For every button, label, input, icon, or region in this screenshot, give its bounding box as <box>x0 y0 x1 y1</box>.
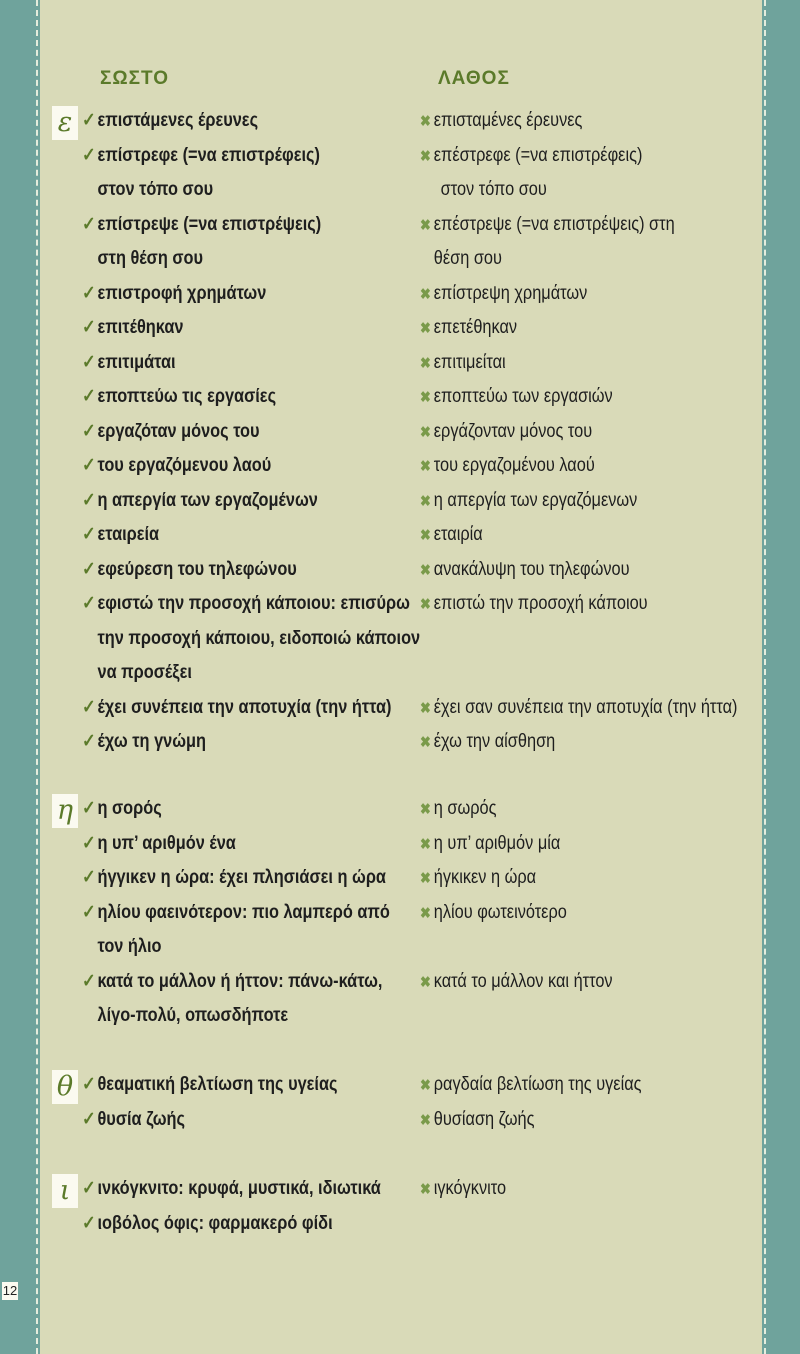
correct-form <box>82 104 287 139</box>
wrong-text: ηλίου φωτεινότερο <box>433 901 567 923</box>
correct-form <box>82 792 175 827</box>
correct-text: εποπτεύω τις εργασίες <box>97 386 277 407</box>
correct-form <box>82 484 356 519</box>
wrong-form <box>420 518 493 553</box>
correct-text: τον ήλιο <box>97 936 162 957</box>
correct-text: επιστροφή χρημάτων <box>97 282 267 304</box>
wrong-form <box>420 380 644 415</box>
correct-text: ήγγικεν η ώρα: έχει πλησιάσει η ώρα <box>97 867 386 888</box>
wrong-form <box>420 484 673 519</box>
section-letter: η <box>52 794 78 828</box>
correct-form <box>82 587 475 691</box>
check-icon: ✓ <box>82 420 96 442</box>
correct-text: επίστρεφε (=να επιστρέφεις) <box>97 144 320 166</box>
wrong-text: εταιρία <box>433 524 483 545</box>
wrong-form <box>420 587 685 622</box>
wrong-text: επέστρεψε (=να επιστρέψεις) στη <box>433 213 675 235</box>
correct-text: εφεύρεση του τηλεφώνου <box>97 558 297 580</box>
correct-text: επιτέθηκαν <box>97 317 184 338</box>
correct-text: εργαζόταν μόνος του <box>97 420 260 442</box>
check-icon: ✓ <box>82 558 96 580</box>
cross-icon: ✖ <box>420 492 431 510</box>
wrong-text: η απεργία των εργαζόμενων <box>433 489 638 511</box>
correct-text: κατά το μάλλον ή ήττον: πάνω-κάτω, <box>97 970 383 992</box>
check-icon: ✓ <box>82 731 96 752</box>
correct-text: η υπ’ αριθμόν ένα <box>97 832 236 854</box>
cross-icon: ✖ <box>420 1077 431 1094</box>
wrong-text: ήγκικεν η ώρα <box>433 867 537 888</box>
correct-text: θυσία ζωής <box>97 1108 186 1130</box>
correct-text: η απεργία των εργαζομένων <box>97 489 318 511</box>
check-icon: ✓ <box>82 455 96 476</box>
check-icon: ✓ <box>82 1178 96 1199</box>
check-icon: ✓ <box>82 213 96 235</box>
section-letter: ι <box>52 1174 78 1208</box>
section-letter: ε <box>52 106 78 140</box>
check-icon: ✓ <box>82 282 96 304</box>
correct-text: να προσέξει <box>97 662 192 683</box>
correct-text: η σορός <box>97 798 162 819</box>
cross-icon: ✖ <box>420 354 431 372</box>
header-correct: ΣΩΣΤΟ <box>100 68 170 89</box>
check-icon: ✓ <box>82 317 96 338</box>
wrong-text: του εργαζομένου λαού <box>433 455 595 476</box>
cross-icon: ✖ <box>420 285 431 303</box>
wrong-text: επίστρεψη χρημάτων <box>433 282 588 304</box>
correct-form <box>82 208 360 277</box>
wrong-text: επισταμένες έρευνες <box>433 110 583 131</box>
check-icon: ✓ <box>82 867 96 888</box>
check-icon: ✓ <box>82 832 96 854</box>
correct-form <box>82 1068 379 1103</box>
correct-form <box>82 346 191 381</box>
correct-form <box>82 415 288 450</box>
wrong-text: θυσίαση ζωής <box>433 1108 535 1130</box>
wrong-form <box>420 208 716 277</box>
wrong-form <box>420 861 555 896</box>
check-icon: ✓ <box>82 970 96 992</box>
correct-form <box>82 1103 202 1138</box>
wrong-text: έχω την αίσθηση <box>433 731 556 752</box>
check-icon: ✓ <box>82 351 96 373</box>
cross-icon: ✖ <box>420 527 431 544</box>
wrong-form <box>420 827 583 862</box>
correct-text: εταιρεία <box>97 524 160 545</box>
cross-icon: ✖ <box>420 389 431 406</box>
correct-form <box>82 1172 429 1207</box>
page-number: 12 <box>2 1283 18 1298</box>
wrong-form <box>420 965 644 1000</box>
wrong-text: εποπτεύω των εργασιών <box>433 386 613 407</box>
wrong-form <box>420 139 679 208</box>
wrong-text: ανακάλυψη του τηλεφώνου <box>433 558 630 580</box>
correct-form <box>82 827 261 862</box>
wrong-text: εργάζονταν μόνος του <box>433 420 593 442</box>
right-border-strip <box>762 0 800 1354</box>
wrong-text: επιτιμείται <box>433 351 506 373</box>
left-border-strip <box>0 0 40 1354</box>
check-icon: ✓ <box>82 110 96 131</box>
cross-icon: ✖ <box>420 835 431 853</box>
wrong-text: η σωρός <box>433 798 497 819</box>
wrong-form <box>420 277 615 312</box>
cross-icon: ✖ <box>420 801 431 818</box>
wrong-text: στον τόπο σου <box>440 179 547 200</box>
cross-icon: ✖ <box>420 699 431 717</box>
cross-icon: ✖ <box>420 1111 431 1129</box>
correct-text: στον τόπο σου <box>97 179 214 200</box>
correct-text: ηλίου φαεινότερον: πιο λαμπερό από <box>97 901 390 923</box>
correct-form <box>82 965 431 1034</box>
correct-text: επιτιμάται <box>97 351 176 373</box>
correct-text: επίστρεψε (=να επιστρέψεις) <box>97 213 322 235</box>
correct-text: έχω τη γνώμη <box>97 731 207 752</box>
wrong-text: έχει σαν συνέπεια την αποτυχία (την ήττα) <box>433 696 738 718</box>
correct-form <box>82 380 308 415</box>
correct-form <box>82 1207 373 1242</box>
correct-text: λίγο-πολύ, οπωσδήποτε <box>97 1005 289 1026</box>
correct-text: την προσοχή κάποιου, ειδοποιώ κάποιον <box>97 627 421 649</box>
check-icon: ✓ <box>82 798 96 819</box>
cross-icon: ✖ <box>420 423 431 441</box>
cross-icon: ✖ <box>420 320 431 337</box>
wrong-form <box>420 725 577 760</box>
correct-form <box>82 861 435 896</box>
cross-icon: ✖ <box>420 113 431 130</box>
wrong-text: επέστρεφε (=να επιστρέφεις) <box>433 144 643 166</box>
cross-icon: ✖ <box>420 734 431 751</box>
wrong-form <box>420 896 591 931</box>
correct-text: στη θέση σου <box>97 248 204 269</box>
wrong-text: κατά το μάλλον και ήττον <box>433 970 613 992</box>
check-icon: ✓ <box>82 386 96 407</box>
cross-icon: ✖ <box>420 458 431 475</box>
correct-text: εφιστώ την προσοχή κάποιου: επισύρω <box>97 593 410 614</box>
correct-form <box>82 449 302 484</box>
correct-form <box>82 725 226 760</box>
correct-text: του εργαζόμενου λαού <box>97 455 272 476</box>
wrong-form <box>420 449 623 484</box>
wrong-form <box>420 691 789 726</box>
wrong-form <box>420 1068 678 1103</box>
cross-icon: ✖ <box>420 596 431 613</box>
cross-icon: ✖ <box>420 216 431 234</box>
wrong-form <box>420 104 609 139</box>
wrong-text: επετέθηκαν <box>433 317 518 338</box>
wrong-form <box>420 346 520 381</box>
wrong-form <box>420 1172 520 1207</box>
check-icon: ✓ <box>82 1074 96 1095</box>
check-icon: ✓ <box>82 901 96 923</box>
wrong-text: η υπ’ αριθμόν μία <box>433 832 561 854</box>
cross-icon: ✖ <box>420 561 431 579</box>
correct-text: έχει συνέπεια την αποτυχία (την ήττα) <box>97 696 392 718</box>
check-icon: ✓ <box>82 593 96 614</box>
check-icon: ✓ <box>82 696 96 718</box>
correct-form <box>82 691 442 726</box>
wrong-text: επιστώ την προσοχή κάποιου <box>433 593 648 614</box>
wrong-form <box>420 553 664 588</box>
check-icon: ✓ <box>82 524 96 545</box>
correct-text: θεαματική βελτίωση της υγείας <box>97 1074 338 1095</box>
cross-icon: ✖ <box>420 973 431 991</box>
check-icon: ✓ <box>82 1108 96 1130</box>
correct-form <box>82 518 172 553</box>
cross-icon: ✖ <box>420 870 431 887</box>
wrong-text: ραγδαία βελτίωση της υγείας <box>433 1074 642 1095</box>
wrong-form <box>420 1103 553 1138</box>
correct-text: ιοβόλος όφις: φαρμακερό φίδι <box>97 1212 333 1234</box>
check-icon: ✓ <box>82 1212 96 1234</box>
correct-form <box>82 553 332 588</box>
correct-form <box>82 139 359 208</box>
header-wrong: ΛΑΘΟΣ <box>438 68 510 89</box>
correct-form <box>82 277 296 312</box>
page-content <box>40 0 762 1354</box>
wrong-form <box>420 311 533 346</box>
check-icon: ✓ <box>82 144 96 166</box>
section-letter: θ <box>52 1070 78 1104</box>
check-icon: ✓ <box>82 489 96 511</box>
wrong-form <box>420 415 620 450</box>
correct-text: ινκόγκνιτο: κρυφά, μυστικά, ιδιωτικά <box>97 1178 381 1199</box>
cross-icon: ✖ <box>420 1181 431 1198</box>
cross-icon: ✖ <box>420 904 431 922</box>
correct-form <box>82 311 200 346</box>
wrong-form <box>420 792 509 827</box>
cross-icon: ✖ <box>420 147 431 165</box>
wrong-text: ιγκόγκνιτο <box>433 1178 507 1199</box>
correct-text: επιστάμενες έρευνες <box>97 110 259 131</box>
correct-form <box>82 896 440 965</box>
wrong-text: θέση σου <box>433 248 502 269</box>
